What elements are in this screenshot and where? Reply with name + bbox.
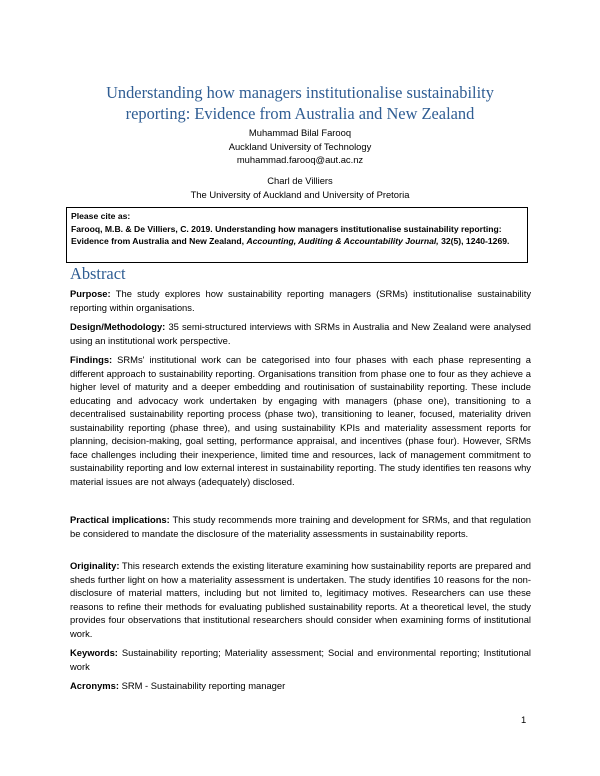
section-label: Keywords: xyxy=(70,647,118,658)
abstract-originality xyxy=(70,559,531,640)
citation-text xyxy=(71,223,523,248)
section-text: Sustainability reporting; Materiality assessment; Social and environmental reporting; Institutional work xyxy=(70,647,531,672)
section-text: The study explores how sustainability reporting managers (SRMs) institutionalise sustainability reporting within organisations. xyxy=(70,288,532,313)
citation-tail: 32(5), 1240-1269. xyxy=(441,236,510,247)
section-text: SRMs' institutional work can be categorised into four phases with each phase representing a different approach to sustainability reporting. Organisations transition from phase one to four as they achieve a higher level of maturity and a deeper embedding and routinisation of sustainability reporting. These include educating and advocacy work undertaken by engaging with managers (phase one), transitioning to a decentralised sustainability reporting process (phase two), transitioning to leaner, focused, materiality driven sustainability reporting (phase three), and using sustainability KPIs and materiality assessment reports for planning, decision-making, goal setting, performance appraisal, and incentives (phase four). However, SRMs face challenges including their inexperience, limited time and resources, lack of management commitment to sustainability reporting and low external interest in sustainability reporting. The study identifies ten reasons why material issues are not always (adequately) disclosed. xyxy=(70,354,531,487)
author-affiliation: Auckland University of Technology xyxy=(228,140,372,152)
abstract-acronyms xyxy=(70,679,531,693)
section-label: Design/Methodology: xyxy=(70,321,166,332)
author-affiliation: The University of Auckland and University of Pretoria xyxy=(190,188,410,200)
citation-lead: Farooq, M.B. & De Villiers, C. 2019. Understanding how managers institutionalise sustainability reporting: Evidence from Australia and New Zealand, xyxy=(71,223,502,247)
abstract-purpose xyxy=(70,287,531,314)
abstract-practical-implications xyxy=(70,513,531,540)
section-text: 35 semi-structured interviews with SRMs in Australia and New Zealand were analysed using an institutional work perspective. xyxy=(70,321,531,346)
paper-title xyxy=(70,82,530,124)
author-name: Muhammad Bilal Farooq xyxy=(248,127,352,138)
section-text: This research extends the existing literature examining how sustainability reports are prepared and sheds further light on how a materiality assessment is undertaken. The study identifies 10 reasons for the non-disclosure of material matters, including but not limited to, legitimacy motives. Researchers can use these reasons to refine their methods for evaluating published sustainability reports. At a theoretical level, the study provides four observations that institutional researchers should consider when examining forms of institutional work. xyxy=(70,560,531,639)
title-line-2: reporting: Evidence from Australia and New Zealand xyxy=(125,104,475,123)
author-block-2 xyxy=(70,174,530,201)
section-label: Acronyms: xyxy=(70,680,119,691)
abstract-heading: Abstract xyxy=(70,264,126,283)
section-text: This study recommends more training and development for SRMs, and that regulation be considered to mandate the disclosure of the materiality assessments in sustainability reports. xyxy=(70,514,532,539)
citation-journal: Accounting, Auditing & Accountability Journal, xyxy=(246,236,439,247)
author-block-1 xyxy=(70,126,530,167)
page-number: 1 xyxy=(521,714,527,725)
abstract-design xyxy=(70,320,531,347)
abstract-keywords xyxy=(70,646,531,673)
section-label: Findings: xyxy=(70,354,113,365)
section-text: SRM - Sustainability reporting manager xyxy=(121,680,286,691)
section-label: Purpose: xyxy=(70,288,111,299)
abstract-findings xyxy=(70,353,531,488)
section-label: Originality: xyxy=(70,560,120,571)
citation-heading: Please cite as: xyxy=(71,211,131,221)
section-label: Practical implications: xyxy=(70,514,170,525)
citation-box xyxy=(66,207,528,263)
author-name: Charl de Villiers xyxy=(267,175,333,186)
author-email[interactable]: muhammad.farooq@aut.ac.nz xyxy=(236,154,364,165)
title-line-1: Understanding how managers institutionalise sustainability xyxy=(106,83,494,102)
